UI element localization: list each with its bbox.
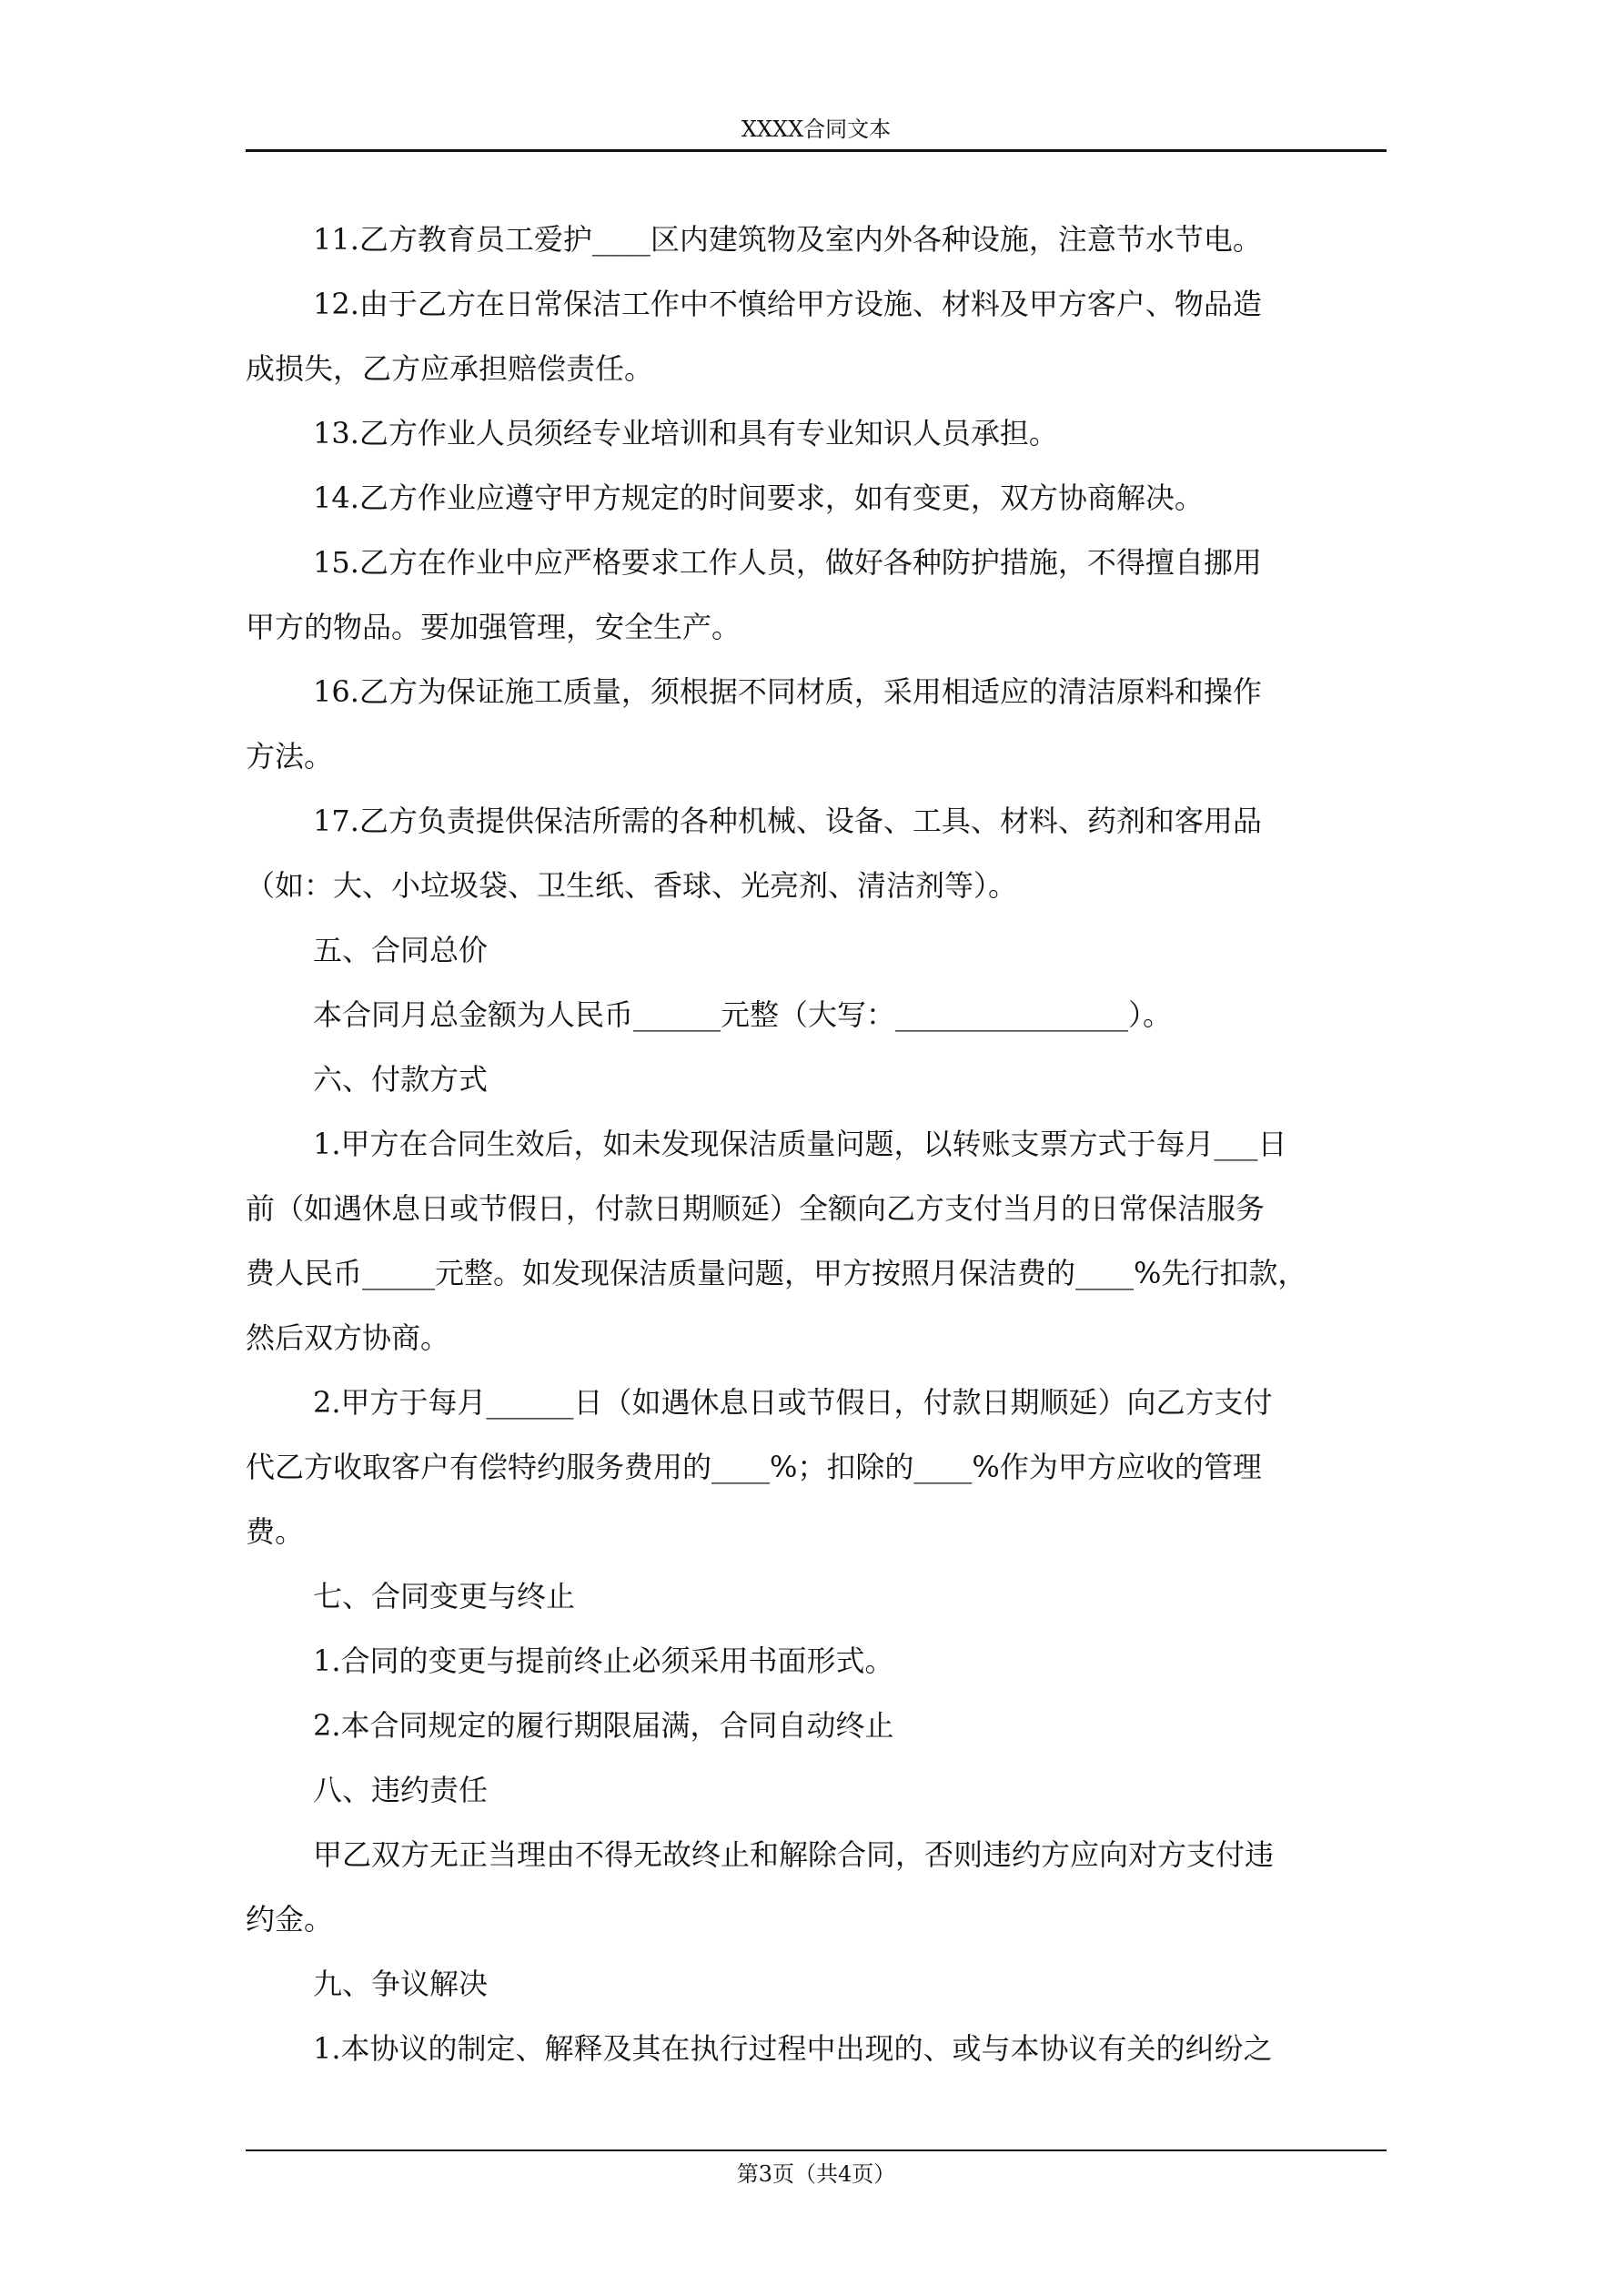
text-line: 16.乙方为保证施工质量，须根据不同材质，采用相适应的清洁原料和操作 <box>313 674 1262 709</box>
text-line: 七、合同变更与终止 <box>313 1579 576 1613</box>
text-line: 成损失，乙方应承担赔偿责任。 <box>246 351 654 386</box>
text-line: 15.乙方在作业中应严格要求工作人员，做好各种防护措施，不得擅自挪用 <box>313 545 1262 580</box>
text-line: 九、争议解决 <box>313 1967 489 2001</box>
text-line: 六、付款方式 <box>313 1062 489 1097</box>
text-line: 甲方的物品。要加强管理，安全生产。 <box>246 610 741 644</box>
text-line: 11.乙方教育员工爱护____区内建筑物及室内外各种设施，注意节水节电。 <box>313 222 1262 257</box>
text-line: 12.由于乙方在日常保洁工作中不慎给甲方设施、材料及甲方客户、物品造 <box>313 287 1262 321</box>
text-line: 14.乙方作业应遵守甲方规定的时间要求，如有变更，双方协商解决。 <box>313 480 1204 515</box>
text-line: 17.乙方负责提供保洁所需的各种机械、设备、工具、材料、药剂和客用品 <box>313 804 1262 838</box>
text-line: 2.本合同规定的履行期限届满，合同自动终止 <box>313 1708 894 1743</box>
page-number: 第3页（共4页） <box>736 2161 896 2187</box>
text-line: 1.本协议的制定、解释及其在执行过程中出现的、或与本协议有关的纠纷之 <box>313 2031 1273 2066</box>
footer-divider <box>246 2149 1387 2151</box>
text-line: 13.乙方作业人员须经专业培训和具有专业知识人员承担。 <box>313 416 1058 450</box>
text-line: 然后双方协商。 <box>246 1320 450 1355</box>
text-line: 费人民币_____元整。如发现保洁质量问题，甲方按照月保洁费的____%先行扣款， <box>246 1256 1307 1290</box>
header-divider <box>246 149 1387 152</box>
text-line: （如：大、小垃圾袋、卫生纸、香球、光亮剂、清洁剂等）。 <box>246 868 1018 903</box>
text-line: 约金。 <box>246 1902 334 1937</box>
text-line: 五、合同总价 <box>313 933 489 967</box>
text-line: 1.合同的变更与提前终止必须采用书面形式。 <box>313 1644 894 1678</box>
page-header-title: XXXX合同文本 <box>741 116 892 142</box>
text-line: 1.甲方在合同生效后，如未发现保洁质量问题，以转账支票方式于每月___日 <box>313 1127 1287 1161</box>
text-line: 费。 <box>246 1514 305 1549</box>
text-line: 前（如遇休息日或节假日，付款日期顺延）全额向乙方支付当月的日常保洁服务 <box>246 1191 1266 1226</box>
text-line: 甲乙双方无正当理由不得无故终止和解除合同，否则违约方应向对方支付违 <box>313 1837 1275 1872</box>
text-line: 代乙方收取客户有偿特约服务费用的____%；扣除的____%作为甲方应收的管理 <box>246 1450 1262 1484</box>
text-line: 2.甲方于每月______日（如遇休息日或节假日，付款日期顺延）向乙方支付 <box>313 1385 1273 1420</box>
document-body <box>246 207 1387 2081</box>
text-line: 本合同月总金额为人民币______元整（大写：________________）。 <box>313 997 1173 1032</box>
text-line: 方法。 <box>246 739 334 774</box>
text-line: 八、违约责任 <box>313 1773 489 1807</box>
